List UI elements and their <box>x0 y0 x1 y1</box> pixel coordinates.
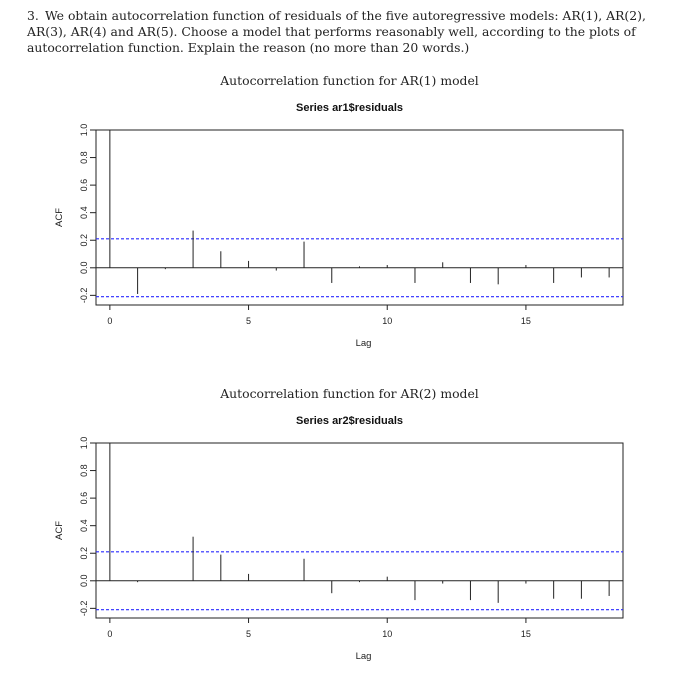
y-tick-label: -0.2 <box>79 287 89 304</box>
y-tick-label: -0.2 <box>79 600 89 617</box>
y-tick-label: 0.4 <box>79 519 89 532</box>
y-axis-title: ACF <box>54 208 65 227</box>
x-tick-label: 15 <box>520 316 531 326</box>
x-tick-label: 5 <box>246 629 252 639</box>
x-tick-label: 0 <box>107 629 113 639</box>
question-number: 3. <box>27 8 39 23</box>
y-tick-label: 0.8 <box>79 151 89 164</box>
x-tick-label: 10 <box>382 629 393 639</box>
chart-title-ar1: Series ar1$residuals <box>295 102 404 114</box>
acf-chart-ar2 <box>0 431 699 671</box>
y-tick-label: 0.8 <box>79 464 89 477</box>
x-tick-label: 0 <box>107 316 113 326</box>
y-tick-label: 0.6 <box>79 178 89 192</box>
y-tick-label: 0.4 <box>79 206 89 219</box>
x-axis-title: Lag <box>355 651 372 662</box>
x-tick-label: 15 <box>520 629 531 639</box>
y-tick-label: 1.0 <box>79 123 89 137</box>
y-axis-title: ACF <box>54 521 65 540</box>
x-tick-label: 5 <box>246 316 252 326</box>
y-tick-label: 0.2 <box>79 546 89 560</box>
acf-chart-ar1 <box>0 118 699 358</box>
plot-frame <box>96 443 623 618</box>
figure-caption-ar1: Autocorrelation function for AR(1) model <box>220 73 479 88</box>
y-tick-label: 0.2 <box>79 233 89 247</box>
x-tick-label: 10 <box>382 316 393 326</box>
question-text: We obtain autocorrelation function of residuals of the five autoregressive models: AR(1), AR(2), AR(3), AR(4) and AR(5). Choose a model that performs reasonably well, according to the plots of autocorrelation function. Explain the reason (no more than 20 words.) <box>27 8 646 55</box>
chart-title-ar2: Series ar2$residuals <box>295 415 404 427</box>
y-tick-label: 0.0 <box>79 261 89 275</box>
figure-caption-ar2: Autocorrelation function for AR(2) model <box>220 386 479 401</box>
y-tick-label: 0.0 <box>79 574 89 588</box>
question-block <box>27 8 667 56</box>
x-axis-title: Lag <box>355 338 372 349</box>
y-tick-label: 0.6 <box>79 491 89 505</box>
plot-frame <box>96 130 623 305</box>
y-tick-label: 1.0 <box>79 436 89 450</box>
